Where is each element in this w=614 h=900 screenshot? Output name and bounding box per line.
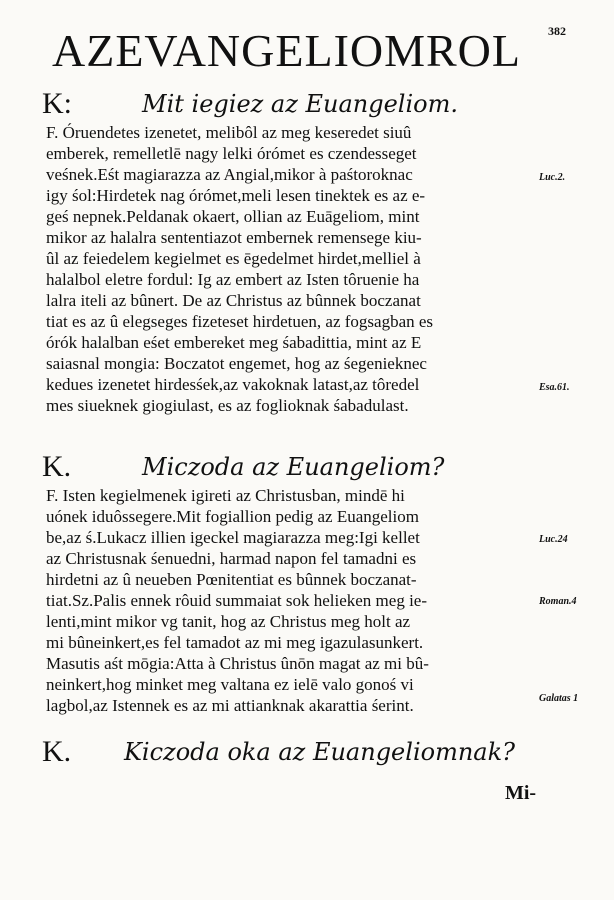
margin-note: Galatas 1 [539, 693, 579, 704]
text-line: F. Óruendetes izenetet, melibôl az meg keseredet siuû [46, 123, 412, 142]
text-line: mikor az halalra sententiazot embernek remensege kiu- [46, 228, 422, 247]
text-line: neinkert,hog minket meg valtana ez ielē valo gonoś vi [46, 675, 414, 694]
catchword: Mi- [505, 782, 537, 804]
text-line: emberek, remelletlē nagy lelki órómet es czendesseget [46, 144, 417, 163]
margin-note: Luc.24 [539, 534, 568, 545]
text-line: ûl az feiedelem kegielmet es ēgedelmet hirdet,melliel à [46, 249, 421, 268]
text-line: geś nepnek.Peldanak okaert, ollian az Euāgeliom, mint [46, 207, 420, 226]
text-line: halalbol eletre fordul: Ig az embert az Isten tôruenie ha [46, 270, 420, 289]
page-header-title: AZEVANGELIOMROL [52, 25, 522, 76]
question-marker: K: [42, 87, 72, 120]
text-line: kedues izenetet hirdesśek,az vakoknak latast,az tôredel [46, 375, 420, 394]
text-line: Masutis aśt mōgia:Atta à Christus ûnōn magat az mi bû- [46, 654, 429, 673]
text-line: mi bûneinkert,es fel tamadot az mi meg igazulasunkert. [46, 633, 424, 652]
text-line: az Christusnak śenuedni, harmad napon fel tamadni es [46, 549, 417, 568]
question-marker: K. [42, 735, 72, 768]
text-line: F. Isten kegielmenek igireti az Christusban, mindē hi [46, 486, 405, 505]
text-line: tiat.Sz.Palis ennek rôuid summaiat sok helieken meg ie- [46, 591, 427, 610]
question-3 [42, 732, 562, 772]
text-line: órók halalban eśet embereket meg śabadittia, mint az E [46, 333, 422, 352]
margin-note: Roman.4 [539, 596, 577, 607]
text-line: hirdetni az û neueben Pœnitentiat es bûnnek boczanat- [46, 570, 417, 589]
margin-note: Esa.61. [539, 382, 570, 393]
question-text: Mit iegiez az Euangeliom. [142, 90, 458, 118]
text-line: saiasnal mongia: Boczatot engemet, hog az śegenieknec [46, 354, 427, 373]
question-2 [42, 447, 562, 487]
question-text: Kiczoda oka az Euangeliomnak? [124, 738, 515, 766]
text-line: be,az ś.Lukacz illien igeckel magiarazza meg:Igi kellet [46, 528, 420, 547]
text-line: igy śol:Hirdetek nag órómet,meli lesen tinektek es az e- [46, 186, 426, 205]
text-line: lenti,mint mikor vg tanit, hog az Christus meg holt az [46, 612, 411, 631]
text-line: tiat es az û elegseges fizeteset hirdetuen, az fogsagban es [46, 312, 434, 331]
text-line: lalra iteli az bûnert. De az Christus az bûnnek boczanat [46, 291, 421, 310]
text-line: mes siueknek giogiulast, es az foglioknak śabadulast. [46, 396, 409, 415]
text-line: veśnek.Eśt magiarazza az Angial,mikor à paśtoroknac [46, 165, 413, 184]
text-line: lagbol,az Istennek es az mi attianknak akarattia śerint. [46, 696, 414, 715]
margin-note: Luc.2. [539, 172, 566, 183]
text-line: uónek iduôssegere.Mit fogiallion pedig az Euangeliom [46, 507, 419, 526]
question-text: Miczoda az Euangeliom? [142, 453, 445, 481]
question-1 [42, 84, 562, 124]
question-marker: K. [42, 450, 72, 483]
page-number: 382 [548, 24, 566, 38]
